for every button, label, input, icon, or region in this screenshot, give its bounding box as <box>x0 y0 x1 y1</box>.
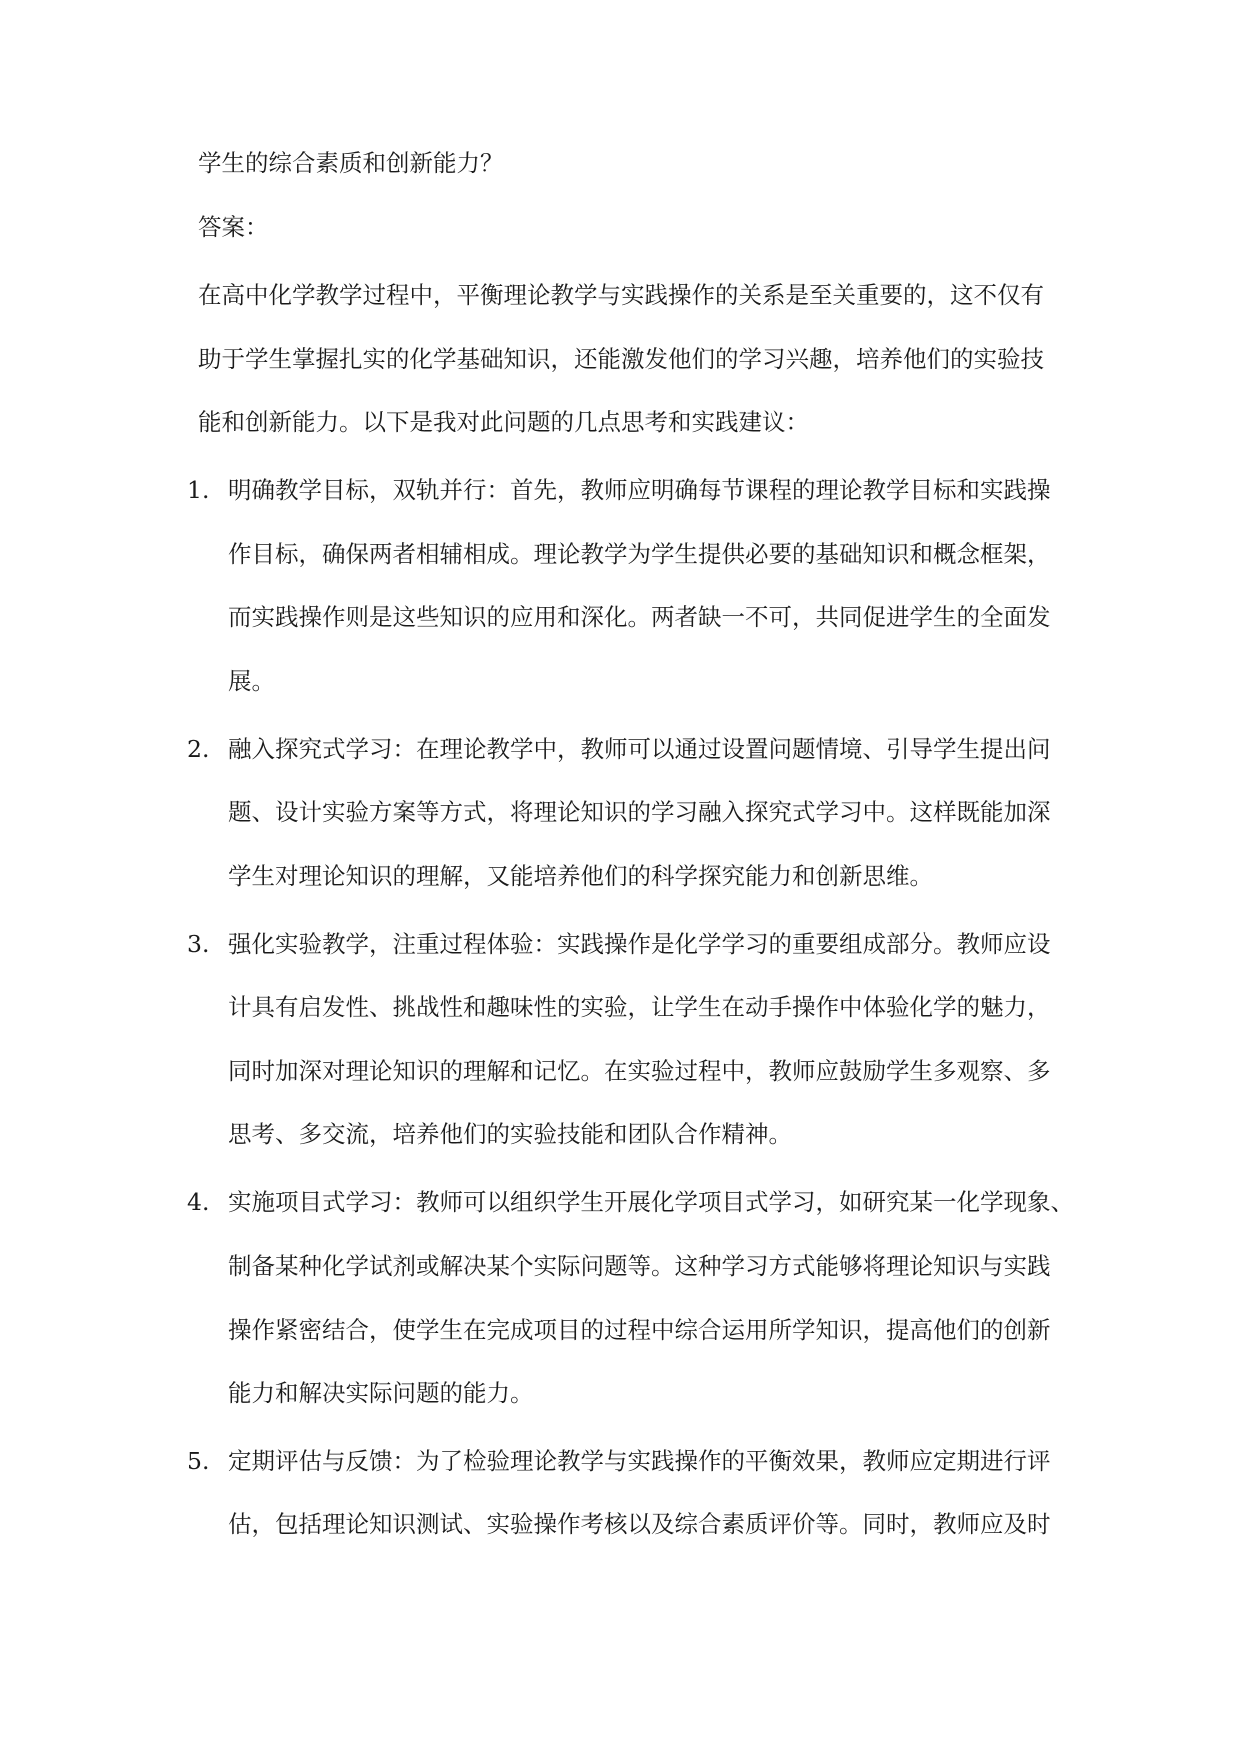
list-item-line: 明确教学目标，双轨并行：首先，教师应明确每节课程的理论教学目标和实践操 <box>228 476 1051 504</box>
list-item-line: 展。 <box>228 667 275 695</box>
list-item-line: 定期评估与反馈：为了检验理论教学与实践操作的平衡效果，教师应定期进行评 <box>228 1447 1051 1475</box>
list-item-line: 题、设计实验方案等方式，将理论知识的学习融入探究式学习中。这样既能加深 <box>228 798 1051 826</box>
list-item-line: 思考、多交流，培养他们的实验技能和团队合作精神。 <box>228 1120 792 1148</box>
list-item-line: 操作紧密结合，使学生在完成项目的过程中综合运用所学知识，提高他们的创新 <box>228 1316 1051 1344</box>
list-item-line: 实施项目式学习：教师可以组织学生开展化学项目式学习，如研究某一化学现象、 <box>228 1188 1074 1216</box>
list-item-line: 学生对理论知识的理解，又能培养他们的科学探究能力和创新思维。 <box>228 862 933 890</box>
paragraph-line: 能和创新能力。以下是我对此问题的几点思考和实践建议： <box>198 408 809 436</box>
list-item-number: 3. <box>187 930 210 958</box>
list-item-line: 能力和解决实际问题的能力。 <box>228 1379 534 1407</box>
paragraph-line: 在高中化学教学过程中，平衡理论教学与实践操作的关系是至关重要的，这不仅有 <box>198 281 1044 309</box>
list-item-line: 融入探究式学习：在理论教学中，教师可以通过设置问题情境、引导学生提出问 <box>228 735 1051 763</box>
list-item-line: 作目标，确保两者相辅相成。理论教学为学生提供必要的基础知识和概念框架， <box>228 540 1051 568</box>
list-item-number: 1. <box>187 476 210 504</box>
paragraph-line: 助于学生掌握扎实的化学基础知识，还能激发他们的学习兴趣，培养他们的实验技 <box>198 345 1044 373</box>
list-item-number: 4. <box>187 1188 210 1216</box>
answer-label: 答案： <box>198 213 269 241</box>
list-item-line: 而实践操作则是这些知识的应用和深化。两者缺一不可，共同促进学生的全面发 <box>228 603 1051 631</box>
question-tail: 学生的综合素质和创新能力？ <box>198 149 504 177</box>
list-item-number: 2. <box>187 735 210 763</box>
list-item-line: 同时加深对理论知识的理解和记忆。在实验过程中，教师应鼓励学生多观察、多 <box>228 1057 1051 1085</box>
list-item-number: 5. <box>187 1447 210 1475</box>
list-item-line: 强化实验教学，注重过程体验：实践操作是化学学习的重要组成部分。教师应设 <box>228 930 1051 958</box>
list-item-line: 估，包括理论知识测试、实验操作考核以及综合素质评价等。同时，教师应及时 <box>228 1510 1051 1538</box>
list-item-line: 制备某种化学试剂或解决某个实际问题等。这种学习方式能够将理论知识与实践 <box>228 1252 1051 1280</box>
list-item-line: 计具有启发性、挑战性和趣味性的实验，让学生在动手操作中体验化学的魅力， <box>228 993 1051 1021</box>
